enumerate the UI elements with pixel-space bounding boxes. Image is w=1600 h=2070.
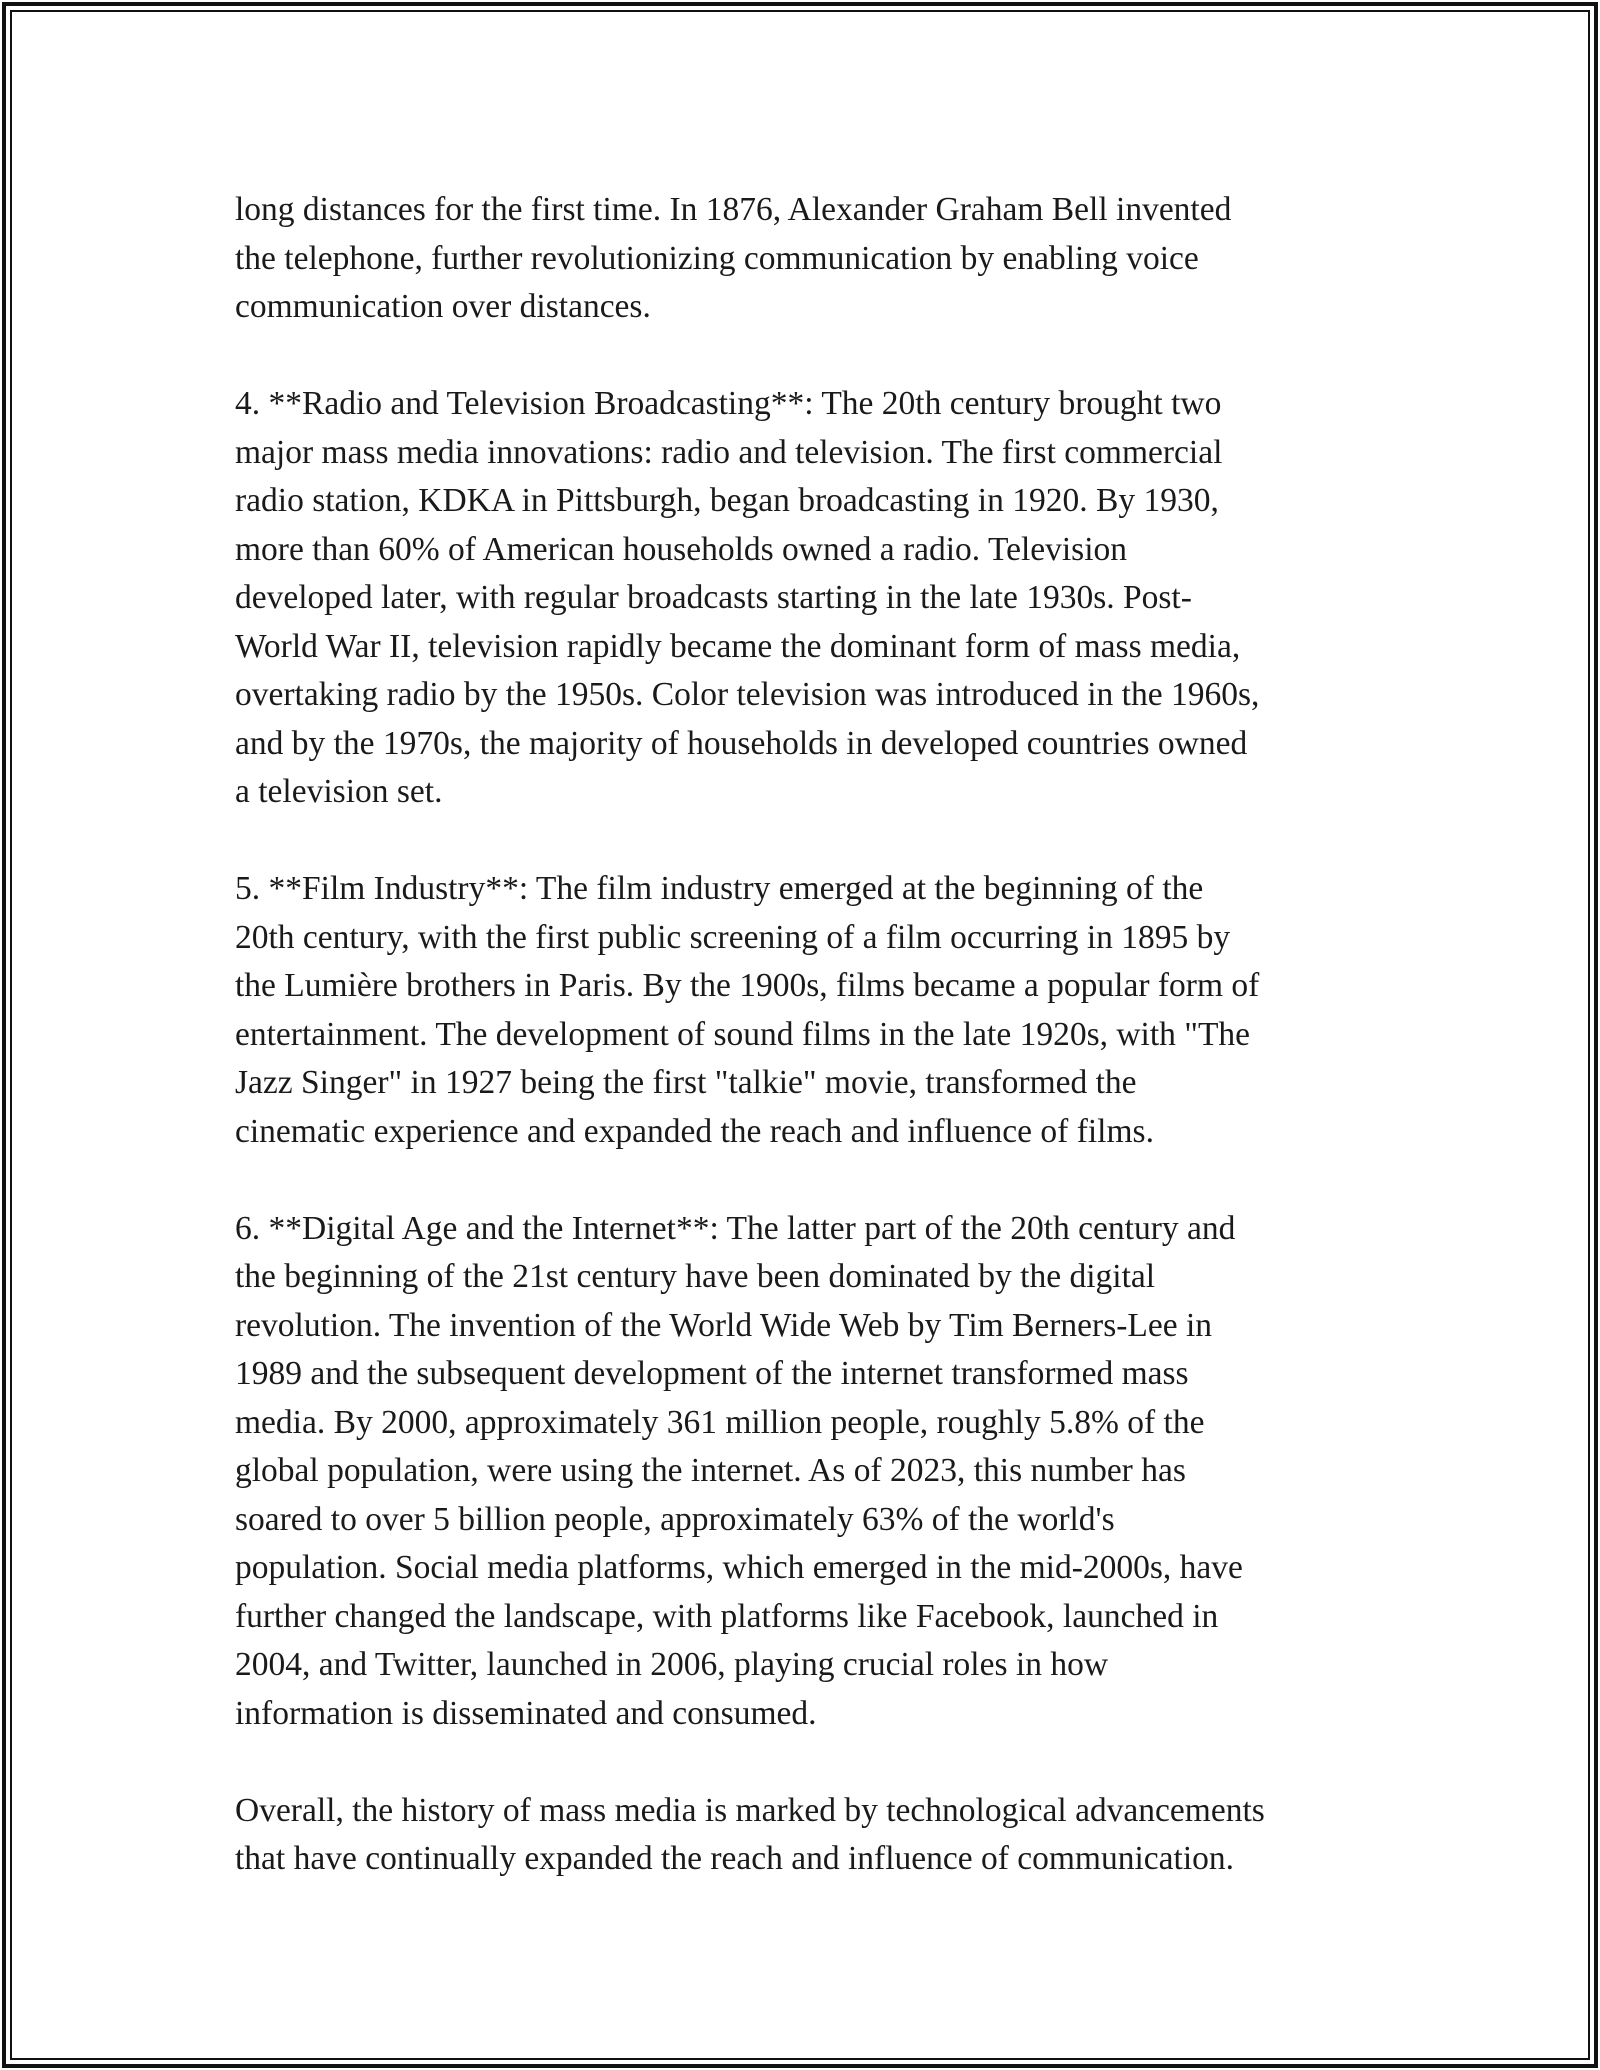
document-body bbox=[235, 186, 1375, 1884]
paragraph-digital-age: 6. **Digital Age and the Internet**: The latter part of the 20th century and the beginning of the 21st century have been dominated by the digital revolution. The invention of the World Wide Web by Tim Berners-Lee in 1989 and the subsequent development of the internet transformed mass media. By 2000, approximately 361 million people, roughly 5.8% of the global population, were using the internet. As of 2023, this number has soared to over 5 billion people, approximately 63% of the world's population. Social media platforms, which emerged in the mid-2000s, have further changed the landscape, with platforms like Facebook, launched in 2004, and Twitter, launched in 2006, playing crucial roles in how information is disseminated and consumed. bbox=[235, 1209, 1243, 1732]
paragraph-conclusion: Overall, the history of mass media is marked by technological advancements that have continually expanded the reach and influence of communication. bbox=[235, 1791, 1265, 1877]
paragraph-film-industry: 5. **Film Industry**: The film industry emerged at the beginning of the 20th century, with the first public screening of a film occurring in 1895 by the Lumière brothers in Paris. By the 1900s, films became a popular form of entertainment. The development of sound films in the late 1920s, with "The Jazz Singer" in 1927 being the first "talkie" movie, transformed the cinematic experience and expanded the reach and influence of films. bbox=[235, 870, 1260, 1150]
paragraph-telegraph-telephone: long distances for the first time. In 1876, Alexander Graham Bell invented the telephone, further revolutionizing communication by enabling voice communication over distances. bbox=[235, 191, 1232, 325]
paragraph-radio-television: 4. **Radio and Television Broadcasting**: The 20th century brought two major mass media innovations: radio and television. The first commercial radio station, KDKA in Pittsburgh, began broadcasting in 1920. By 1930, more than 60% of American households owned a radio. Television developed later, with regular broadcasts starting in the late 1930s. Post- World War II, television rapidly became the dominant form of mass media, overtaking radio by the 1950s. Color television was introduced in the 1960s, and by the 1970s, the majority of households in developed countries owned a television set. bbox=[235, 385, 1260, 810]
